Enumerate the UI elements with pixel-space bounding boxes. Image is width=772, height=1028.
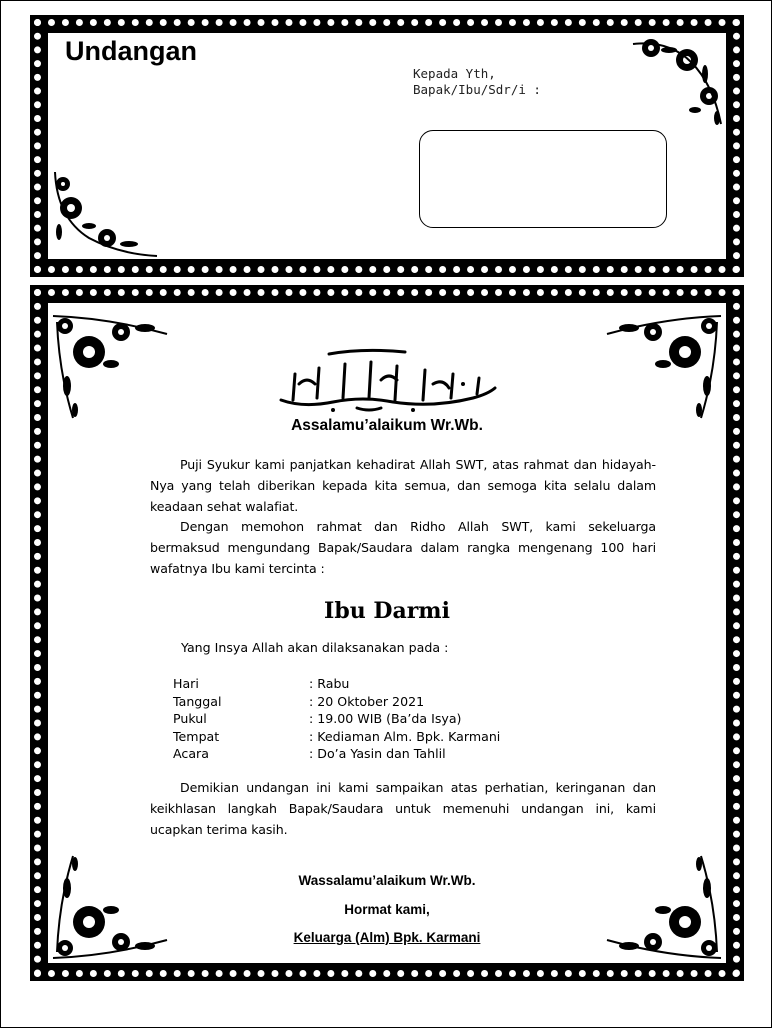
regards-text: Hormat kami, xyxy=(344,902,430,917)
signature: Keluarga (Alm) Bpk. Karmani xyxy=(293,930,481,945)
detail-label: Hari xyxy=(173,676,199,691)
detail-value: : 20 Oktober 2021 xyxy=(309,693,424,711)
detail-row-time xyxy=(173,710,500,728)
detail-value: : Do’a Yasin dan Tahlil xyxy=(309,745,446,763)
detail-label: Tempat xyxy=(173,728,220,744)
detail-row-event xyxy=(173,745,500,763)
detail-label: Acara xyxy=(173,746,209,761)
recipient-label xyxy=(413,66,541,98)
letter-content xyxy=(45,300,729,966)
paragraph-invitation: Dengan memohon rahmat dan Ridho Allah SWT, kami sekeluarga bermaksud mengundang Bapak/Saudara dalam rangka mengenang 100 hari wafatnya Ibu kami tercinta : xyxy=(150,519,656,576)
detail-value: : Rabu xyxy=(309,675,349,693)
paragraph-closing: Demikian undangan ini kami sampaikan atas perhatian, keringanan dan keikhlasan langkah Bapak/Saudara untuk memenuhi undangan ini, kami ucapkan terima kasih. xyxy=(150,780,656,837)
opening-greeting: Assalamu’alaikum Wr.Wb. xyxy=(291,417,483,434)
detail-row-place xyxy=(173,728,500,746)
detail-label: Tanggal xyxy=(173,693,222,709)
detail-label: Pukul xyxy=(173,711,207,726)
envelope-title: Undangan xyxy=(65,36,197,66)
floral-ornament-icon xyxy=(49,168,161,260)
schedule-intro: Yang Insya Allah akan dilaksanakan pada : xyxy=(181,640,449,655)
recipient-line-1: Kepada Yth, xyxy=(413,66,496,81)
envelope-card xyxy=(30,15,744,277)
detail-value: : Kediaman Alm. Bpk. Karmani xyxy=(309,728,500,746)
closing-greeting: Wassalamu’alaikum Wr.Wb. xyxy=(298,873,476,888)
detail-row-day xyxy=(173,675,500,693)
recipient-line-2: Bapak/Ibu/Sdr/i : xyxy=(413,82,541,97)
floral-ornament-icon xyxy=(629,36,729,128)
detail-row-date xyxy=(173,693,500,711)
event-details xyxy=(173,675,500,763)
paragraph-gratitude: Puji Syukur kami panjatkan kehadirat Allah SWT, atas rahmat dan hidayah- Nya yang telah diberikan kepada kita semua, dan semoga kita selalu dalam keadaan sehat walafiat. xyxy=(150,457,656,514)
address-box xyxy=(419,130,667,228)
invitation-letter xyxy=(30,285,744,981)
detail-value: : 19.00 WIB (Ba’da Isya) xyxy=(309,710,461,728)
basmala-calligraphy-icon xyxy=(273,344,503,414)
deceased-name: Ibu Darmi xyxy=(324,598,450,624)
